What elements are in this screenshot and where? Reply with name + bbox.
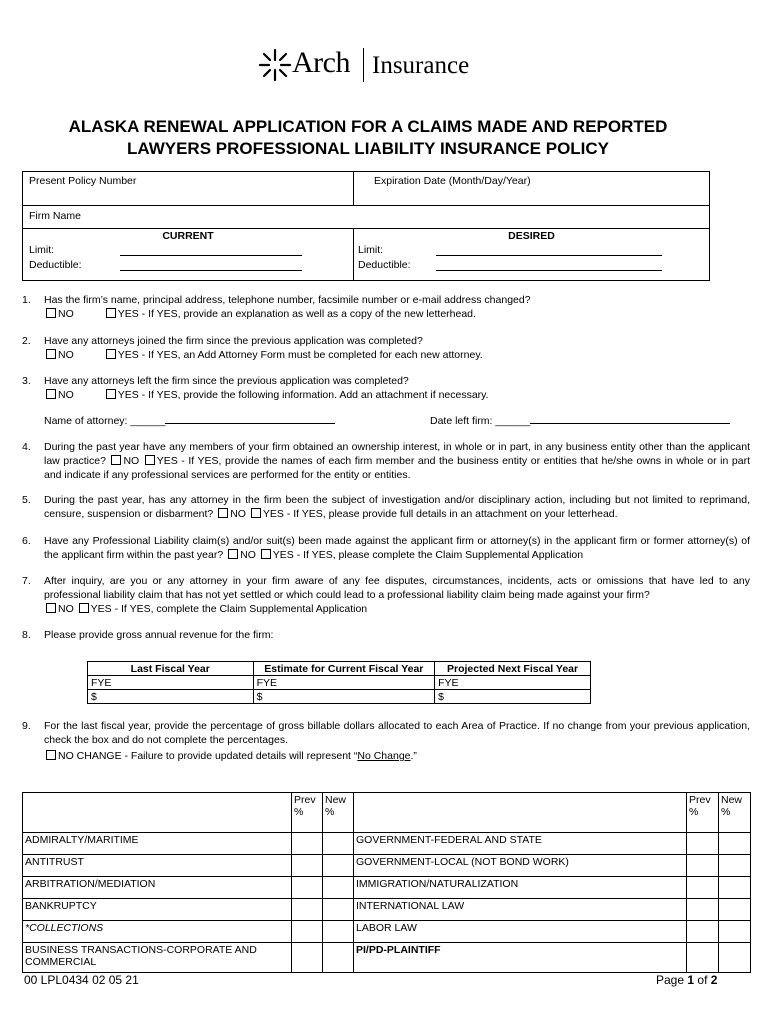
no-label: NO bbox=[58, 308, 74, 320]
page-number bbox=[656, 973, 717, 987]
prev-percent-header: Prev % bbox=[687, 793, 719, 833]
question-number: 5. bbox=[22, 494, 31, 506]
company-logo bbox=[0, 44, 770, 90]
no-checkbox[interactable] bbox=[228, 549, 238, 559]
question-6 bbox=[22, 534, 750, 562]
question-number: 3. bbox=[22, 375, 31, 387]
new-percent-cell[interactable] bbox=[323, 943, 354, 973]
no-checkbox[interactable] bbox=[46, 389, 56, 399]
attorney-name-field[interactable] bbox=[44, 413, 335, 427]
policy-info-box bbox=[22, 171, 710, 281]
no-label: NO bbox=[240, 549, 256, 561]
yes-checkbox[interactable] bbox=[106, 308, 116, 318]
new-percent-cell[interactable] bbox=[719, 833, 751, 855]
question-text: Please provide gross annual revenue for the firm: bbox=[44, 629, 274, 641]
no-checkbox[interactable] bbox=[46, 308, 56, 318]
current-limit-field[interactable] bbox=[120, 242, 302, 256]
current-deductible-label: Deductible: bbox=[29, 259, 82, 271]
no-change-label: NO CHANGE - Failure to provide updated details will represent “ bbox=[58, 750, 358, 762]
new-percent-cell[interactable] bbox=[719, 921, 751, 943]
desired-deductible-label: Deductible: bbox=[358, 259, 411, 271]
practice-area-label: *COLLECTIONS bbox=[23, 921, 292, 943]
new-percent-cell[interactable] bbox=[719, 899, 751, 921]
expiration-date-cell[interactable] bbox=[354, 172, 709, 205]
new-percent-cell[interactable] bbox=[719, 943, 751, 973]
page-title-line-1: ALASKA RENEWAL APPLICATION FOR A CLAIMS MADE AND REPORTED bbox=[68, 117, 668, 136]
question-number: 4. bbox=[22, 441, 31, 453]
new-percent-cell[interactable] bbox=[323, 899, 354, 921]
practice-area-label: INTERNATIONAL LAW bbox=[354, 899, 687, 921]
desired-deductible-field[interactable] bbox=[436, 257, 662, 271]
revenue-table bbox=[87, 661, 591, 704]
expiration-date-label: Expiration Date (Month/Day/Year) bbox=[374, 175, 531, 187]
question-3 bbox=[22, 374, 750, 402]
prev-percent-header: Prev % bbox=[292, 793, 323, 833]
revenue-header: Projected Next Fiscal Year bbox=[435, 662, 591, 676]
firm-name-label: Firm Name bbox=[29, 210, 81, 222]
practice-area-label: LABOR LAW bbox=[354, 921, 687, 943]
practice-area-label: ANTITRUST bbox=[23, 855, 292, 877]
practice-area-label: GOVERNMENT-FEDERAL AND STATE bbox=[354, 833, 687, 855]
prev-percent-cell[interactable] bbox=[687, 899, 719, 921]
revenue-amount-cell[interactable]: $ bbox=[435, 690, 591, 704]
new-percent-cell[interactable] bbox=[323, 877, 354, 899]
page-word: Page bbox=[656, 973, 685, 987]
new-percent-cell[interactable] bbox=[719, 877, 751, 899]
no-label: NO bbox=[230, 508, 246, 520]
no-change-end: .” bbox=[410, 750, 417, 762]
question-text: During the past year, has any attorney in the firm been the subject of investigation and/or disciplinary action, including but not limited to reprimand, censure, suspension or disbarment? bbox=[44, 494, 750, 520]
no-change-emphasis: No Change bbox=[357, 750, 411, 762]
practice-area-label: ARBITRATION/MEDIATION bbox=[23, 877, 292, 899]
no-change-checkbox[interactable] bbox=[46, 750, 56, 760]
yes-checkbox[interactable] bbox=[145, 455, 155, 465]
question-number: 8. bbox=[22, 629, 31, 641]
yes-checkbox[interactable] bbox=[106, 349, 116, 359]
practice-area-label: GOVERNMENT-LOCAL (NOT BOND WORK) bbox=[354, 855, 687, 877]
question-number: 9. bbox=[22, 720, 31, 732]
yes-checkbox[interactable] bbox=[79, 603, 89, 613]
policy-number-cell[interactable] bbox=[23, 172, 354, 205]
question-8 bbox=[22, 628, 750, 642]
current-limit-label: Limit: bbox=[29, 244, 55, 256]
prev-percent-cell[interactable] bbox=[292, 921, 323, 943]
no-label: NO bbox=[58, 389, 74, 401]
yes-label: YES - If YES, please provide full details in an attachment on your letterhead. bbox=[262, 508, 618, 520]
no-checkbox[interactable] bbox=[218, 508, 228, 518]
question-number: 7. bbox=[22, 575, 31, 587]
prev-percent-cell[interactable] bbox=[687, 855, 719, 877]
question-text: Has the firm’s name, principal address, telephone number, facsimile number or e-mail address changed? bbox=[44, 294, 531, 306]
prev-percent-cell[interactable] bbox=[292, 943, 323, 973]
yes-label: YES - If YES, an Add Attorney Form must be completed for each new attorney. bbox=[117, 349, 483, 361]
page-current: 1 bbox=[687, 973, 695, 987]
prev-percent-cell[interactable] bbox=[292, 855, 323, 877]
attorney-name-label: Name of attorney: ______ bbox=[44, 415, 166, 427]
revenue-fye-cell[interactable]: FYE bbox=[435, 676, 591, 690]
current-deductible-field[interactable] bbox=[120, 257, 302, 271]
practice-area-label: ADMIRALTY/MARITIME bbox=[23, 833, 292, 855]
prev-percent-cell[interactable] bbox=[687, 833, 719, 855]
yes-label: YES - If YES, provide an explanation as well as a copy of the new letterhead. bbox=[117, 308, 476, 320]
question-text: Have any attorneys left the firm since the previous application was completed? bbox=[44, 375, 409, 387]
question-text: During the past year have any members of your firm obtained an ownership interest, in whole or in part, in any business entity other than the applicant law practice? bbox=[44, 441, 750, 467]
desired-heading: DESIRED bbox=[508, 230, 555, 242]
no-checkbox[interactable] bbox=[46, 349, 56, 359]
new-percent-header: New % bbox=[719, 793, 751, 833]
form-id: 00 LPL0434 02 05 21 bbox=[24, 973, 139, 987]
question-9 bbox=[22, 719, 750, 765]
question-number: 2. bbox=[22, 335, 31, 347]
revenue-amount-cell[interactable]: $ bbox=[88, 690, 254, 704]
prev-percent-cell[interactable] bbox=[292, 833, 323, 855]
current-coverage-cell bbox=[23, 229, 354, 280]
yes-checkbox[interactable] bbox=[261, 549, 271, 559]
logo-product-text: Insurance bbox=[372, 52, 470, 79]
practice-area-table bbox=[22, 792, 751, 973]
arch-star-icon bbox=[258, 48, 292, 82]
yes-checkbox[interactable] bbox=[106, 389, 116, 399]
prev-percent-cell[interactable] bbox=[292, 899, 323, 921]
question-text: Have any attorneys joined the firm since the previous application was completed? bbox=[44, 335, 423, 347]
new-percent-cell[interactable] bbox=[323, 855, 354, 877]
practice-area-label: BUSINESS TRANSACTIONS-CORPORATE AND COMMERCIAL bbox=[23, 943, 292, 973]
prev-percent-cell[interactable] bbox=[687, 877, 719, 899]
yes-label: YES - If YES, please complete the Claim Supplemental Application bbox=[272, 549, 584, 561]
date-left-field[interactable] bbox=[430, 413, 730, 427]
current-heading: CURRENT bbox=[162, 230, 214, 242]
practice-area-label: BANKRUPTCY bbox=[23, 899, 292, 921]
page-title-line-2: LAWYERS PROFESSIONAL LIABILITY INSURANCE POLICY bbox=[126, 139, 610, 158]
question-5 bbox=[22, 493, 750, 521]
question-number: 6. bbox=[22, 535, 31, 547]
question-7 bbox=[22, 574, 750, 616]
firm-name-cell[interactable] bbox=[23, 206, 709, 228]
question-number: 1. bbox=[22, 294, 31, 306]
desired-limit-field[interactable] bbox=[436, 242, 662, 256]
header-blank bbox=[23, 793, 292, 833]
question-text: For the last fiscal year, provide the percentage of gross billable dollars allocated to each Area of Practice. If no change from your previous application, check the box and do not complete the percentages. bbox=[44, 720, 750, 746]
question-2 bbox=[22, 334, 750, 362]
practice-area-label: PI/PD-PLAINTIFF bbox=[354, 943, 687, 973]
new-percent-cell[interactable] bbox=[323, 833, 354, 855]
desired-coverage-cell bbox=[354, 229, 709, 280]
desired-limit-label: Limit: bbox=[358, 244, 384, 256]
question-4 bbox=[22, 440, 750, 482]
logo-brand-text: Arch bbox=[292, 46, 350, 79]
new-percent-header: New % bbox=[323, 793, 354, 833]
yes-label: YES - If YES, complete the Claim Supplemental Application bbox=[90, 603, 368, 615]
header-blank bbox=[354, 793, 687, 833]
no-label: NO bbox=[58, 349, 74, 361]
question-text: After inquiry, are you or any attorney in your firm aware of any fee disputes, circumstances, incidents, acts or omissions that have led to any professional liability claim that has not yet settled or which could lead to a professional liability claim being made against your firm? bbox=[44, 575, 750, 601]
no-label: NO bbox=[123, 455, 140, 467]
question-text: Have any Professional Liability claim(s) and/or suit(s) been made against the applicant firm or attorney(s) in the applicant firm or former attorney(s) of the applicant firm within the past year? bbox=[44, 535, 750, 561]
prev-percent-cell[interactable] bbox=[687, 943, 719, 973]
prev-percent-cell[interactable] bbox=[687, 921, 719, 943]
yes-label: YES - If YES, provide the following information. Add an attachment if necessary. bbox=[117, 389, 489, 401]
revenue-amount-cell[interactable]: $ bbox=[253, 690, 435, 704]
prev-percent-cell[interactable] bbox=[292, 877, 323, 899]
no-label: NO bbox=[58, 603, 74, 615]
logo-divider bbox=[363, 48, 364, 82]
revenue-fye-cell[interactable]: FYE bbox=[88, 676, 254, 690]
new-percent-cell[interactable] bbox=[323, 921, 354, 943]
revenue-header: Estimate for Current Fiscal Year bbox=[253, 662, 435, 676]
policy-number-label: Present Policy Number bbox=[29, 175, 137, 187]
new-percent-cell[interactable] bbox=[719, 855, 751, 877]
revenue-fye-cell[interactable]: FYE bbox=[253, 676, 435, 690]
date-left-label: Date left firm: ______ bbox=[430, 415, 531, 427]
yes-label: YES - If YES, provide the names of each firm member and the business entity or entities that he/she owns in whole or in part and indicate if any professional services are performed for the entity or entities. bbox=[44, 455, 750, 481]
no-checkbox[interactable] bbox=[111, 455, 121, 465]
question-1 bbox=[22, 293, 750, 321]
revenue-header: Last Fiscal Year bbox=[88, 662, 254, 676]
page-total: 2 bbox=[710, 973, 718, 987]
of-word: of bbox=[697, 973, 708, 987]
yes-checkbox[interactable] bbox=[251, 508, 261, 518]
no-checkbox[interactable] bbox=[46, 603, 56, 613]
practice-area-label: IMMIGRATION/NATURALIZATION bbox=[354, 877, 687, 899]
